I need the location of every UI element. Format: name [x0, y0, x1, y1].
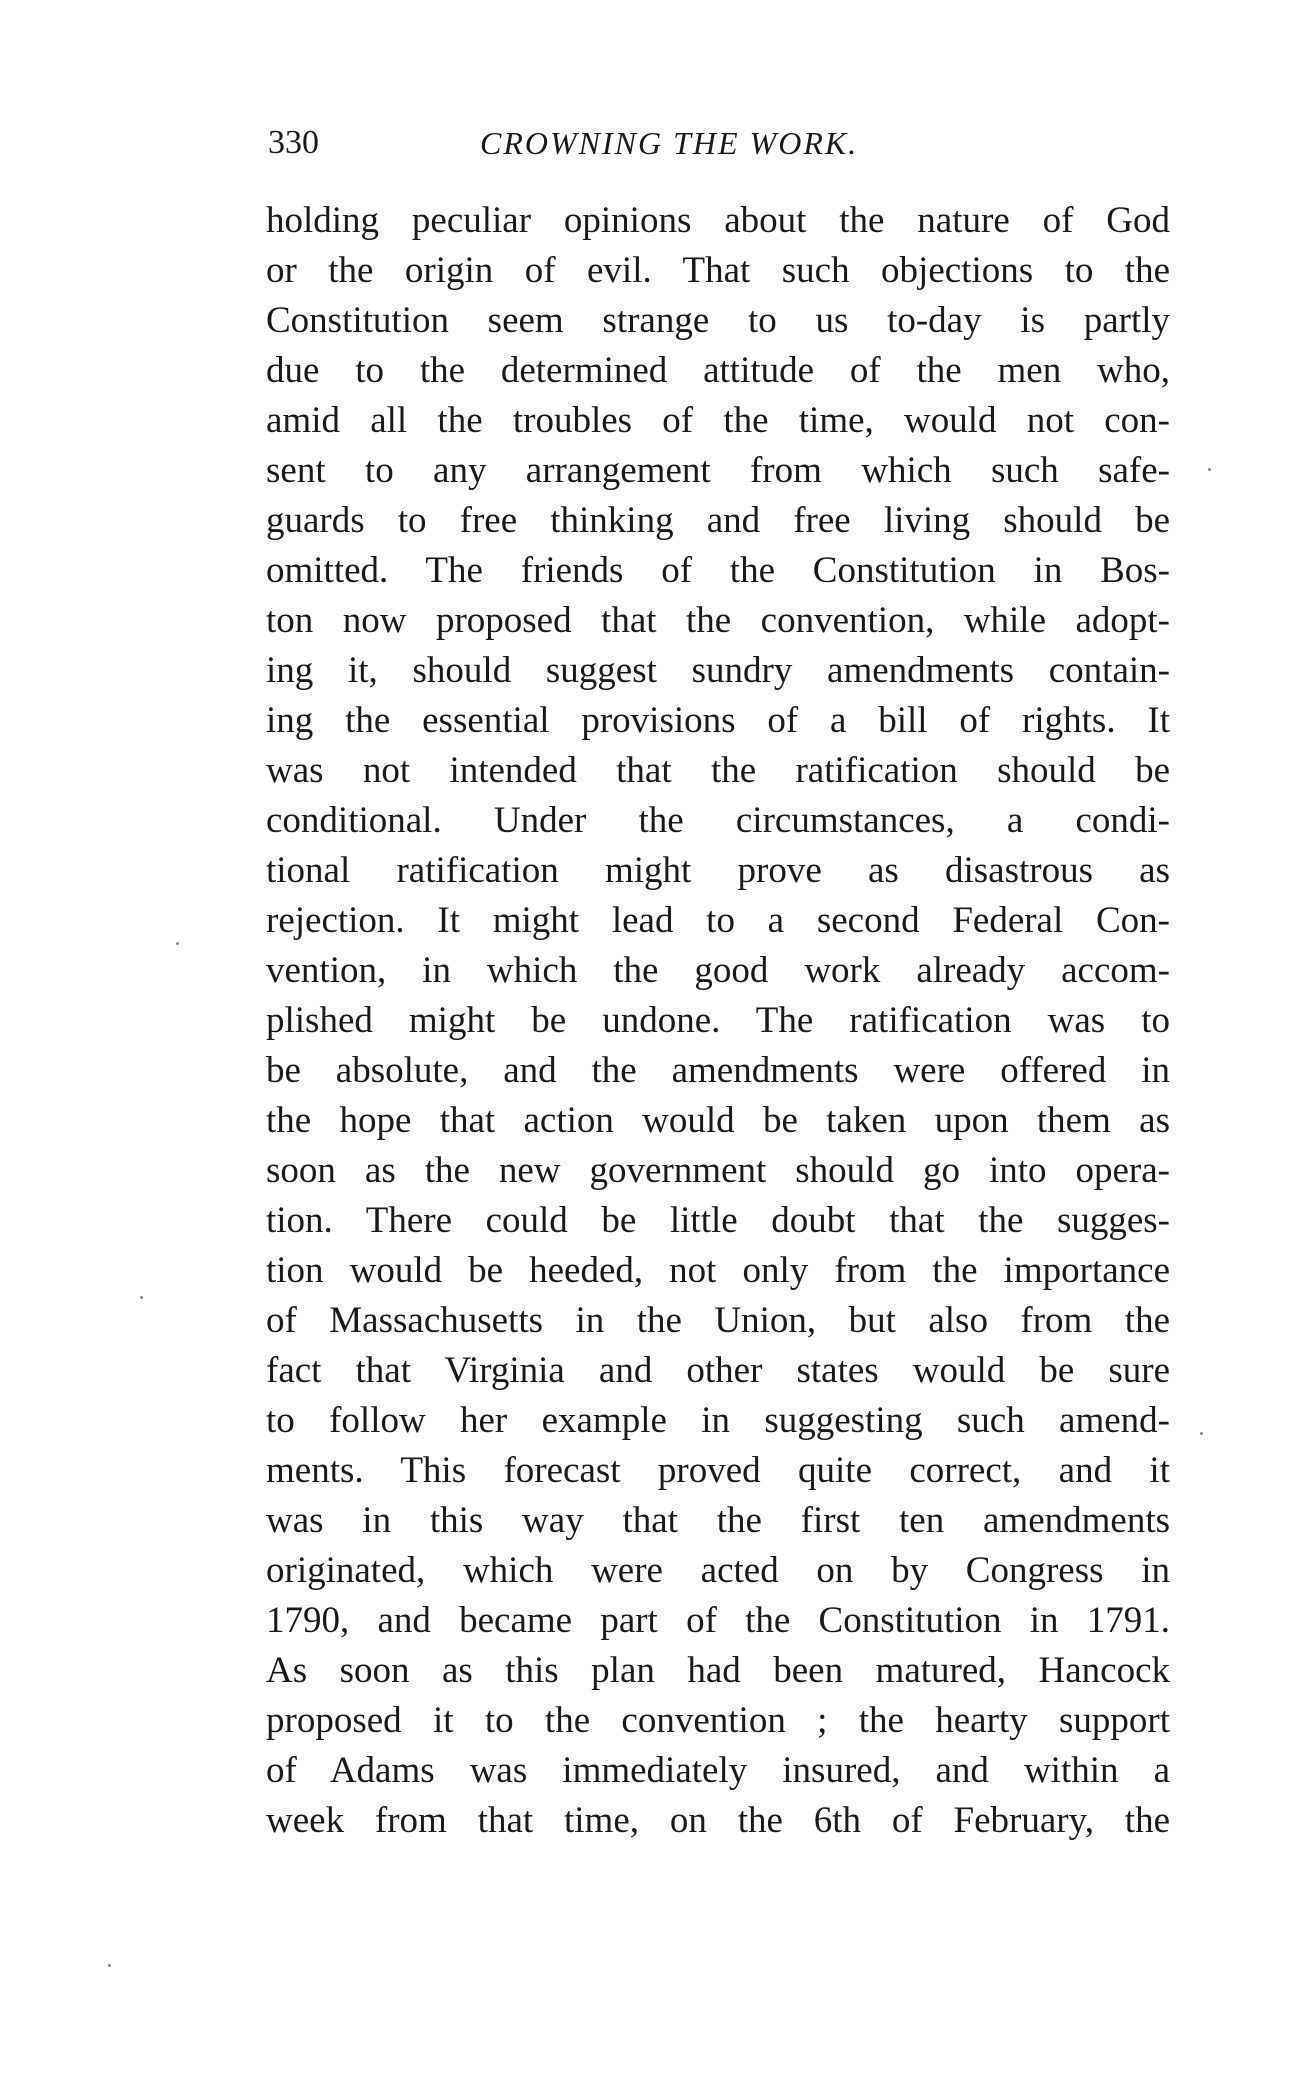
text-line: ton now proposed that the convention, while adopt-	[266, 600, 1170, 641]
scan-speck	[176, 942, 179, 945]
body-text	[266, 196, 1170, 1846]
text-line: or the origin of evil. That such objections to the	[266, 250, 1170, 291]
text-line: soon as the new government should go into opera-	[266, 1150, 1170, 1191]
text-line: was not intended that the ratification should be	[266, 750, 1170, 791]
text-line: omitted. The friends of the Constitution in Bos-	[266, 550, 1170, 591]
text-line: of Adams was immediately insured, and within a	[266, 1750, 1170, 1791]
text-line: Constitution seem strange to us to-day is partly	[266, 300, 1170, 341]
text-line: sent to any arrangement from which such safe-	[266, 450, 1170, 491]
scan-speck	[1208, 468, 1211, 471]
page-header	[268, 118, 1168, 168]
text-line: of Massachusetts in the Union, but also from the	[266, 1300, 1170, 1341]
text-line: amid all the troubles of the time, would not con-	[266, 400, 1170, 441]
scan-speck	[140, 1296, 143, 1299]
text-line: to follow her example in suggesting such amend-	[266, 1400, 1170, 1441]
scan-speck	[1200, 1432, 1203, 1435]
text-line: fact that Virginia and other states would be sure	[266, 1350, 1170, 1391]
text-line: tion would be heeded, not only from the importance	[266, 1250, 1170, 1291]
text-line: vention, in which the good work already accom-	[266, 950, 1170, 991]
text-line: proposed it to the convention ; the hearty support	[266, 1700, 1170, 1741]
text-line: was in this way that the first ten amendments	[266, 1500, 1170, 1541]
text-line: be absolute, and the amendments were offered in	[266, 1050, 1170, 1091]
running-title: CROWNING THE WORK.	[480, 125, 859, 161]
text-line: due to the determined attitude of the men who,	[266, 350, 1170, 391]
text-line: ing it, should suggest sundry amendments contain-	[266, 650, 1170, 691]
text-line: tion. There could be little doubt that the sugges-	[266, 1200, 1170, 1241]
scan-speck	[108, 1964, 111, 1967]
text-line: ments. This forecast proved quite correct, and it	[266, 1450, 1170, 1491]
text-line: conditional. Under the circumstances, a condi-	[266, 800, 1170, 841]
text-line: rejection. It might lead to a second Federal Con-	[266, 900, 1170, 941]
text-line: ing the essential provisions of a bill of rights. It	[266, 700, 1170, 741]
text-line: guards to free thinking and free living should be	[266, 500, 1170, 541]
text-line: As soon as this plan had been matured, Hancock	[266, 1650, 1170, 1691]
text-line: tional ratification might prove as disastrous as	[266, 850, 1170, 891]
text-line: the hope that action would be taken upon them as	[266, 1100, 1170, 1141]
text-line: plished might be undone. The ratification was to	[266, 1000, 1170, 1041]
text-line: holding peculiar opinions about the nature of God	[266, 200, 1170, 241]
text-line: 1790, and became part of the Constitution in 1791.	[266, 1600, 1170, 1641]
page-number: 330	[268, 124, 319, 161]
text-line: originated, which were acted on by Congress in	[266, 1550, 1170, 1591]
text-line: week from that time, on the 6th of February, the	[266, 1800, 1170, 1841]
